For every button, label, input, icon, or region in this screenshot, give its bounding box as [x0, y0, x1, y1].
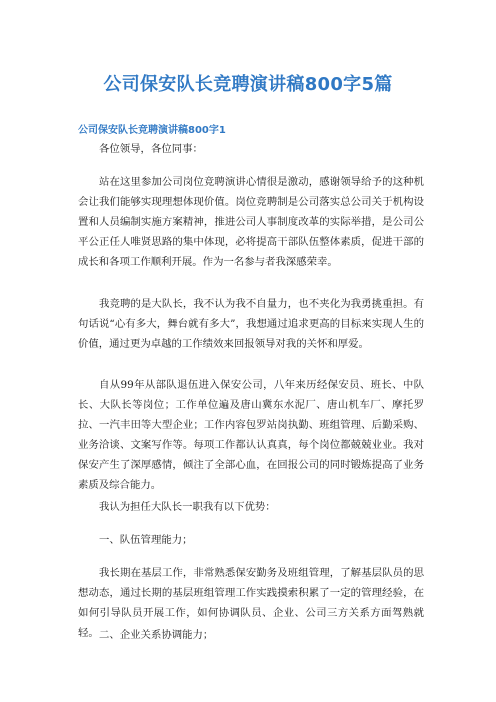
section-subtitle: 公司保安队长竞聘演讲稿800字1 [78, 125, 226, 136]
heading-team-management: 一、队伍管理能力； [99, 534, 193, 546]
paragraph-team-management: 我长期在基层工作，非常熟悉保安勤务及班组管理，了解基层队员的思想动态，通过长期的基层班组管理工作实践摸索积累了一定的管理经验，在如何引导队员开展工作，如何协调队员、企业、公司三方关系方面驾熟就轻。 [78, 567, 424, 639]
paragraph-position: 我竞聘的是大队长，我不认为我不自量力，也不夹化为我勇挑重担。有句话说“心有多大，舞台就有多大”，我想通过追求更高的目标来实现人生的价值，通过更为卓越的工作绩效来回报领导对我的关怀和厚爱。 [78, 298, 424, 350]
document-title: 公司保安队长竞聘演讲稿800字5篇 [103, 74, 393, 95]
paragraph-greeting: 各位领导，各位同事： [99, 143, 203, 155]
paragraph-advantages: 我认为担任大队长一职我有以下优势： [99, 501, 276, 513]
heading-enterprise-relations: 二、企业关系协调能力； [99, 629, 214, 641]
paragraph-intro: 站在这里参加公司岗位竞聘演讲心情很是激动，感谢领导给予的这种机会让我们能够实现理想体现价值。岗位竞聘制是公司落实总公司关于机构设置和人员编制实施方案精神，推进公司人事制度改革的实际举措，是公司公平公正任人唯贤思路的集中体现，必将提高干部队伍整体素质，促进干部的成长和各项工作顺利开展。作为一名参与者我深感荣幸。 [78, 176, 424, 268]
paragraph-experience: 自从99年从部队退伍进入保安公司，八年来历经保安员、班长、中队长、大队长等岗位；工作单位遍及唐山冀东水泥厂、唐山机车厂、摩托罗拉、一汽丰田等大型企业；工作内容包罗站岗执勤、班组管理、后勤采购、业务洽谈、文案写作等。每项工作都认认真真，每个岗位都兢兢业业。我对保安产生了深厚感情，倾注了全部心血，在回报公司的同时锻炼提高了业务素质及综合能力。 [78, 379, 424, 491]
